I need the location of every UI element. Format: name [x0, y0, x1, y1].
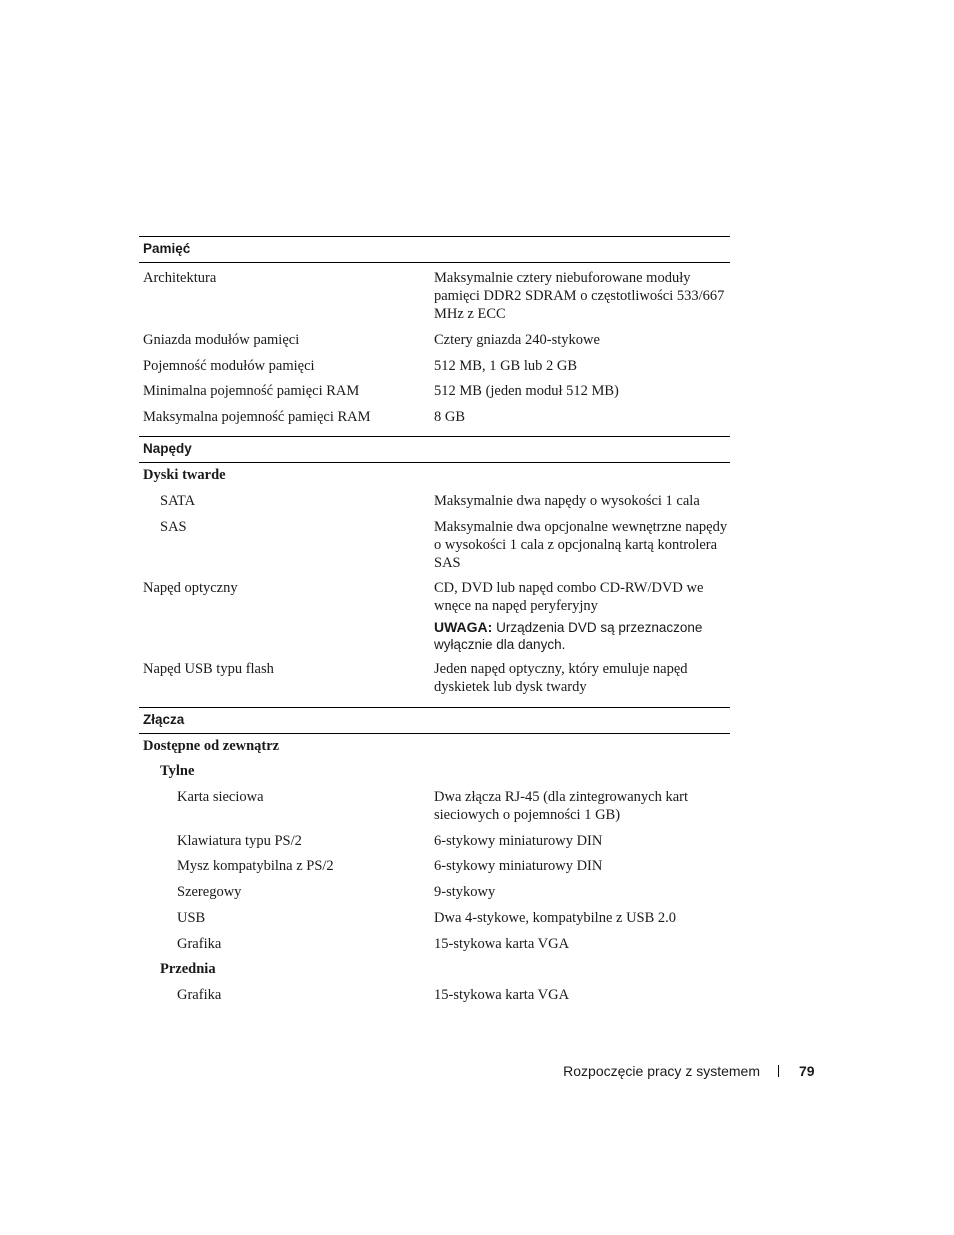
footer-title: Rozpoczęcie pracy z systemem: [563, 1063, 760, 1079]
spec-value: 15-stykowa karta VGA: [434, 987, 570, 1003]
spec-label: Minimalna pojemność pamięci RAM: [143, 383, 360, 399]
spec-value: 6-stykowy miniaturowy DIN: [434, 833, 603, 849]
spec-value: 512 MB (jeden moduł 512 MB): [434, 383, 619, 399]
spec-row: [139, 492, 730, 518]
spec-value: 512 MB, 1 GB lub 2 GB: [434, 358, 578, 374]
spec-label: Karta sieciowa: [177, 789, 264, 805]
spec-value: Maksymalnie cztery niebuforowane moduły pamięci DDR2 SDRAM o częstotliwości 533/667 MHz z ECC: [434, 270, 725, 322]
spec-label: Gniazda modułów pamięci: [143, 332, 300, 348]
spec-value: Dwa 4-stykowe, kompatybilne z USB 2.0: [434, 910, 677, 926]
spec-value: Maksymalnie dwa napędy o wysokości 1 cala: [434, 493, 700, 509]
section-heading: Złącza: [139, 707, 730, 734]
page-footer: [0, 1061, 954, 1081]
spec-label: Szeregowy: [177, 884, 242, 900]
spec-row: [139, 935, 730, 960]
spec-label: Grafika: [177, 936, 222, 952]
spec-value: Jeden napęd optyczny, który emuluje napęd dyskietek lub dysk twardy: [434, 661, 688, 695]
spec-row: [139, 857, 730, 883]
spec-row: [139, 269, 730, 331]
spec-row: [139, 518, 730, 579]
group-heading: Dostępne od zewnątrz: [143, 738, 280, 754]
memory-section: [139, 236, 730, 436]
spec-label: Klawiatura typu PS/2: [177, 833, 302, 849]
spec-value: [434, 579, 730, 660]
spec-label: Napęd USB typu flash: [143, 661, 274, 677]
spec-row: [139, 986, 730, 1012]
connectors-section: [139, 707, 730, 1012]
spec-value: 9-stykowy: [434, 884, 496, 900]
note-label: UWAGA:: [434, 619, 493, 635]
page-number: 79: [799, 1063, 815, 1079]
spec-label: Maksymalna pojemność pamięci RAM: [143, 409, 371, 425]
spec-label: Grafika: [177, 987, 222, 1003]
section-heading: Napędy: [139, 436, 730, 463]
spec-label: Pojemność modułów pamięci: [143, 358, 315, 374]
group-heading: Przednia: [160, 961, 216, 977]
spec-label: USB: [177, 910, 206, 926]
note-text: Urządzenia DVD są przeznaczone wyłącznie dla danych.: [434, 620, 703, 652]
spec-value: Maksymalnie dwa opcjonalne wewnętrzne napędy o wysokości 1 cala z opcjonalną kartą kontrolera SAS: [434, 519, 728, 571]
spec-label: Mysz kompatybilna z PS/2: [177, 858, 334, 874]
spec-row: [139, 382, 730, 408]
spec-row: [139, 357, 730, 382]
spec-table: [139, 236, 730, 1012]
spec-value: 8 GB: [434, 409, 466, 425]
spec-row: [139, 832, 730, 857]
note: [434, 619, 730, 653]
drives-section: [139, 436, 730, 707]
spec-row: [139, 331, 730, 357]
spec-value: Cztery gniazda 240-stykowe: [434, 332, 600, 348]
spec-label: SAS: [160, 519, 187, 535]
spec-value: 6-stykowy miniaturowy DIN: [434, 858, 603, 874]
spec-label: Architektura: [143, 270, 217, 286]
group-heading: Tylne: [160, 763, 195, 779]
spec-label: Napęd optyczny: [143, 580, 238, 596]
section-heading: Pamięć: [139, 236, 730, 263]
spec-row: [139, 579, 730, 660]
spec-label: SATA: [160, 493, 196, 509]
spec-row: [139, 788, 730, 832]
spec-row: [139, 660, 730, 707]
spec-row: [139, 408, 730, 436]
footer-divider: [778, 1065, 779, 1077]
spec-row: [139, 909, 730, 935]
optical-value-text: CD, DVD lub napęd combo CD-RW/DVD we wnęce na napęd peryferyjny: [434, 580, 704, 614]
spec-value: 15-stykowa karta VGA: [434, 936, 570, 952]
spec-row: [139, 883, 730, 909]
group-heading: Dyski twarde: [143, 467, 226, 483]
spec-value: Dwa złącza RJ-45 (dla zintegrowanych kart sieciowych o pojemności 1 GB): [434, 789, 689, 823]
